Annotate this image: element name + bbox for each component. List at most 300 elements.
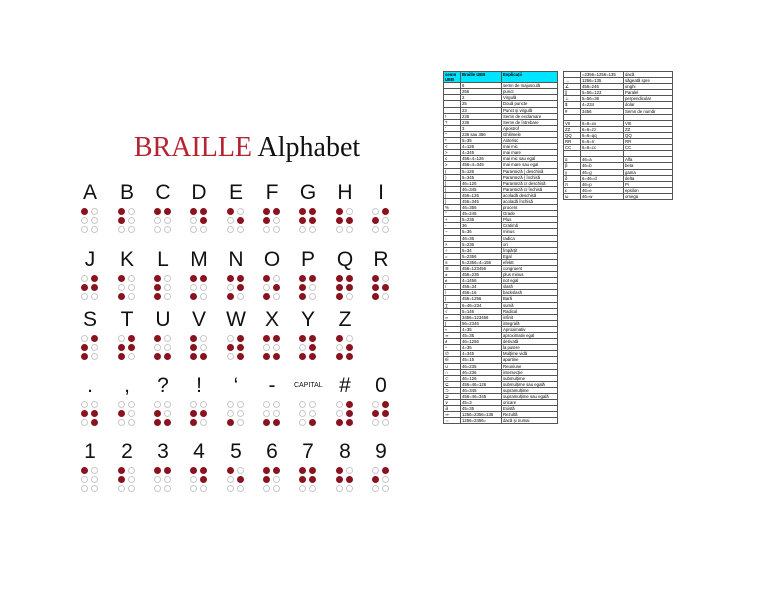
- table-cell: 6=46=234: [461, 302, 502, 308]
- braille-dot-1: [336, 208, 343, 215]
- braille-dot-4: [91, 401, 98, 408]
- braille-dot-5: [237, 410, 244, 417]
- braille-dot-5: [128, 410, 135, 417]
- braille-dot-6: [382, 419, 389, 426]
- braille-cell-label: P: [300, 248, 315, 271]
- table-cell: ∅: [444, 351, 461, 357]
- table-cell: submulțime: [502, 375, 558, 381]
- braille-dot-4: [382, 275, 389, 282]
- braille-dots: [189, 207, 209, 235]
- braille-cell: [222, 308, 250, 362]
- braille-cell-label: CAPITAL: [294, 382, 323, 389]
- table-cell: gama: [624, 169, 673, 175]
- braille-dot-1: [299, 335, 306, 342]
- braille-cell-label: J: [84, 248, 96, 271]
- braille-dot-4: [273, 335, 280, 342]
- table-cell: omega: [624, 193, 673, 199]
- table-cell: ω: [564, 193, 581, 199]
- braille-dots: [371, 466, 391, 494]
- braille-dot-6: [91, 226, 98, 233]
- braille-dot-2: [263, 217, 270, 224]
- braille-symbols-table: [443, 71, 558, 424]
- braille-cell-label: U: [155, 308, 171, 331]
- braille-dot-4: [91, 208, 98, 215]
- table-cell: 6: [461, 83, 502, 89]
- table-cell: ⊂: [444, 375, 461, 381]
- braille-dots: [80, 400, 100, 428]
- table-cell: 256: [461, 89, 502, 95]
- braille-dot-4: [382, 401, 389, 408]
- braille-dots: [298, 207, 318, 235]
- braille-cell-label: C: [155, 181, 171, 204]
- braille-dot-5: [91, 344, 98, 351]
- braille-dots: [226, 466, 246, 494]
- braille-dot-6: [346, 353, 353, 360]
- table-cell: 4=345: [461, 150, 502, 156]
- table-cell: 4=345: [461, 351, 502, 357]
- braille-cell-label: #: [339, 374, 351, 397]
- table-cell: 46=345: [461, 186, 502, 192]
- table-cell: plus minus: [502, 272, 558, 278]
- table-cell: acoladă închisă: [502, 198, 558, 204]
- table-cell: Grade: [502, 211, 558, 217]
- braille-alphabet-poster: [72, 74, 422, 529]
- braille-dot-2: [299, 476, 306, 483]
- table-cell: ?: [444, 119, 461, 125]
- table-cell: ÷: [444, 247, 461, 253]
- braille-cell-label: 7: [302, 440, 314, 463]
- table-header-cell: semn UEB: [444, 72, 461, 83]
- braille-dots: [117, 274, 137, 302]
- braille-cell: [76, 374, 104, 428]
- braille-dot-5: [309, 410, 316, 417]
- table-cell: 456=123456: [461, 266, 502, 272]
- table-cell: punct: [502, 89, 558, 95]
- table-cell: $: [564, 102, 581, 108]
- table-cell: QQ: [564, 132, 581, 138]
- table-cell: apartine: [502, 357, 558, 363]
- table-cell: ⇒: [444, 412, 461, 418]
- braille-dot-6: [128, 226, 135, 233]
- table-cell: 5=345: [461, 174, 502, 180]
- braille-dots: [117, 334, 137, 362]
- braille-dot-1: [263, 401, 270, 408]
- braille-dot-5: [128, 284, 135, 291]
- braille-dot-5: [346, 344, 353, 351]
- braille-dot-5: [382, 476, 389, 483]
- braille-dot-2: [299, 217, 306, 224]
- braille-dot-3: [81, 293, 88, 300]
- table-cell: {: [444, 192, 461, 198]
- braille-cell: [113, 374, 141, 428]
- table-cell: Împărțit: [502, 247, 558, 253]
- braille-dot-2: [372, 410, 379, 417]
- table-cell: +: [444, 217, 461, 223]
- braille-dot-1: [299, 208, 306, 215]
- braille-dot-3: [299, 353, 306, 360]
- braille-dot-5: [346, 284, 353, 291]
- table-cell: supramulțime sau egală: [502, 393, 558, 399]
- table-cell: /: [444, 284, 461, 290]
- braille-dot-4: [237, 401, 244, 408]
- table-cell: α: [564, 157, 581, 163]
- braille-dot-6: [91, 419, 98, 426]
- braille-cell: [76, 181, 104, 235]
- table-cell: 46=1256: [461, 339, 502, 345]
- braille-dots: [80, 207, 100, 235]
- braille-dot-3: [190, 353, 197, 360]
- braille-cell-label: .: [87, 374, 93, 397]
- table-cell: 456=126: [461, 192, 502, 198]
- table-cell: ]: [444, 186, 461, 192]
- braille-dot-3: [81, 485, 88, 492]
- braille-dot-3: [372, 226, 379, 233]
- table-cell: 3456: [581, 108, 624, 114]
- braille-dot-4: [273, 467, 280, 474]
- table-cell: ∑: [444, 302, 461, 308]
- braille-dot-3: [336, 226, 343, 233]
- braille-dot-4: [200, 208, 207, 215]
- table-cell: →: [564, 78, 581, 84]
- braille-dot-1: [190, 335, 197, 342]
- braille-dot-2: [154, 284, 161, 291]
- braille-dot-1: [118, 275, 125, 282]
- table-cell: 46=356: [461, 205, 502, 211]
- table-cell: Reuniune: [502, 363, 558, 369]
- table-cell: 4=126: [461, 144, 502, 150]
- braille-cell: [331, 308, 359, 362]
- braille-dot-3: [81, 419, 88, 426]
- table-cell: 5=235: [461, 217, 502, 223]
- braille-dot-1: [227, 208, 234, 215]
- braille-dot-3: [190, 485, 197, 492]
- table-cell: ori: [502, 241, 558, 247]
- braille-dot-5: [309, 284, 316, 291]
- braille-dots: [153, 466, 173, 494]
- braille-dot-6: [309, 419, 316, 426]
- table-cell: Punct și virgulă: [502, 107, 558, 113]
- braille-cell-label: F: [265, 181, 279, 204]
- table-cell: Mulțime vidă: [502, 351, 558, 357]
- braille-dot-2: [190, 344, 197, 351]
- braille-cell-label: 3: [157, 440, 169, 463]
- table-cell: 45=15: [461, 357, 502, 363]
- braille-dot-2: [190, 284, 197, 291]
- braille-dot-6: [128, 293, 135, 300]
- braille-dot-5: [164, 410, 171, 417]
- braille-dots: [371, 207, 391, 235]
- braille-cell: [149, 248, 177, 302]
- braille-dot-1: [190, 401, 197, 408]
- braille-cell: [331, 181, 359, 235]
- braille-dot-3: [154, 226, 161, 233]
- braille-dot-2: [227, 344, 234, 351]
- table-cell: 456=46=126: [461, 381, 502, 387]
- braille-dot-2: [227, 410, 234, 417]
- table-cell: VII: [564, 120, 581, 126]
- table-cell: slash: [502, 284, 558, 290]
- braille-dot-2: [190, 410, 197, 417]
- table-cell: ∪: [444, 363, 461, 369]
- braille-cell: [294, 181, 322, 235]
- braille-dot-2: [336, 217, 343, 224]
- braille-cell: [222, 181, 250, 235]
- braille-dot-1: [154, 401, 161, 408]
- braille-dot-3: [190, 419, 197, 426]
- braille-dot-2: [118, 476, 125, 483]
- table-cell: 36: [461, 223, 502, 229]
- braille-dot-4: [237, 467, 244, 474]
- table-cell: Cratimă: [502, 223, 558, 229]
- table-cell: -: [444, 223, 461, 229]
- braille-dots: [262, 466, 282, 494]
- table-cell: 3456=123456: [461, 314, 502, 320]
- table-cell: %: [444, 205, 461, 211]
- table-cell: acoladă deschisă: [502, 192, 558, 198]
- braille-cell: [149, 440, 177, 494]
- title-braille: BRAILLE: [133, 132, 253, 163]
- table-cell: Apostrof: [502, 125, 558, 131]
- braille-dot-5: [164, 284, 171, 291]
- braille-dots: [335, 207, 355, 235]
- table-cell: 6=6=xx: [581, 120, 624, 126]
- braille-cell-label: 6: [266, 440, 278, 463]
- braille-dot-6: [200, 353, 207, 360]
- table-cell: epsilon: [624, 187, 673, 193]
- braille-dot-6: [164, 485, 171, 492]
- braille-dot-4: [237, 208, 244, 215]
- braille-dot-3: [118, 419, 125, 426]
- table-cell: (: [444, 168, 461, 174]
- braille-dot-5: [273, 410, 280, 417]
- braille-cell: [113, 248, 141, 302]
- braille-cell: [113, 181, 141, 235]
- braille-cell: [367, 440, 395, 494]
- braille-dot-4: [164, 401, 171, 408]
- table-cell: 46=g: [581, 169, 624, 175]
- braille-dot-5: [273, 344, 280, 351]
- braille-dot-1: [154, 208, 161, 215]
- table-cell: 6=6=qq: [581, 132, 624, 138]
- braille-dot-1: [154, 467, 161, 474]
- braille-dot-5: [91, 284, 98, 291]
- braille-cell: [76, 308, 104, 362]
- braille-cell-label: 0: [375, 374, 387, 397]
- braille-dot-2: [263, 410, 270, 417]
- table-cell: 4=35: [461, 326, 502, 332]
- table-cell: RR: [564, 139, 581, 145]
- braille-dot-3: [336, 353, 343, 360]
- braille-dot-2: [299, 410, 306, 417]
- braille-dots: [80, 274, 100, 302]
- table-cell: 236 sau 356: [461, 131, 502, 137]
- table-cell: CC: [564, 145, 581, 151]
- table-cell: beta: [624, 163, 673, 169]
- table-cell: efektt: [502, 259, 558, 265]
- braille-dot-5: [237, 284, 244, 291]
- table-cell: 3: [461, 125, 502, 131]
- table-cell: 5=236: [461, 241, 502, 247]
- braille-dot-1: [336, 335, 343, 342]
- braille-dot-3: [263, 293, 270, 300]
- braille-dot-5: [200, 344, 207, 351]
- braille-dot-4: [382, 467, 389, 474]
- braille-dot-4: [200, 335, 207, 342]
- table-cell: 45=3: [461, 400, 502, 406]
- table-cell: ": [444, 131, 461, 137]
- table-cell: ∥: [564, 90, 581, 96]
- table-cell: Egal: [502, 253, 558, 259]
- braille-dots: [189, 466, 209, 494]
- braille-dot-4: [273, 401, 280, 408]
- table-cell: 2: [461, 95, 502, 101]
- braille-dot-5: [309, 217, 316, 224]
- table-cell: Pi: [624, 181, 673, 187]
- braille-cell-label: 9: [375, 440, 387, 463]
- braille-cell: [367, 181, 395, 235]
- braille-dot-6: [382, 226, 389, 233]
- braille-dot-2: [336, 410, 343, 417]
- table-cell: supramulțime: [502, 387, 558, 393]
- braille-dot-3: [190, 293, 197, 300]
- braille-dot-2: [154, 344, 161, 351]
- braille-extra-symbols-table: [563, 71, 673, 200]
- braille-dot-2: [263, 344, 270, 351]
- braille-dot-1: [118, 467, 125, 474]
- braille-dot-4: [309, 401, 316, 408]
- table-cell: mai mic sau egal: [502, 156, 558, 162]
- table-cell: 45=245: [461, 211, 502, 217]
- braille-cell: [294, 374, 322, 428]
- table-cell: Aproximativ: [502, 326, 558, 332]
- braille-cell-label: 2: [121, 440, 133, 463]
- braille-cell-label: ,: [124, 374, 130, 397]
- braille-dot-2: [154, 217, 161, 224]
- braille-dot-5: [273, 217, 280, 224]
- table-header-cell: Explicații: [502, 72, 558, 83]
- table-cell: not egal: [502, 278, 558, 284]
- table-cell: ≤: [444, 156, 461, 162]
- braille-dot-5: [346, 217, 353, 224]
- braille-cell-label: L: [157, 248, 169, 271]
- braille-dots: [80, 334, 100, 362]
- braille-dot-6: [309, 485, 316, 492]
- braille-dot-2: [154, 476, 161, 483]
- braille-dot-1: [299, 467, 306, 474]
- braille-cell-label: B: [119, 181, 134, 204]
- braille-dot-6: [273, 485, 280, 492]
- braille-cell-label: G: [299, 181, 317, 204]
- braille-dot-3: [299, 226, 306, 233]
- braille-cell-label: A: [82, 181, 97, 204]
- table-cell: ∠: [564, 84, 581, 90]
- braille-dot-4: [346, 208, 353, 215]
- braille-dots: [298, 400, 318, 428]
- braille-dot-5: [200, 476, 207, 483]
- braille-dot-6: [382, 293, 389, 300]
- braille-dot-2: [118, 217, 125, 224]
- table-cell: Bară: [502, 296, 558, 302]
- table-cell: 45=35: [461, 333, 502, 339]
- braille-dot-2: [336, 284, 343, 291]
- braille-cell: [222, 440, 250, 494]
- braille-dot-1: [336, 401, 343, 408]
- braille-dot-5: [200, 284, 207, 291]
- braille-dot-3: [372, 485, 379, 492]
- braille-dot-5: [200, 217, 207, 224]
- braille-dot-1: [263, 467, 270, 474]
- braille-cell: [258, 181, 286, 235]
- poster-title: [72, 132, 422, 164]
- table-cell: VIII: [624, 120, 673, 126]
- braille-cell: [367, 248, 395, 302]
- braille-dot-3: [372, 293, 379, 300]
- braille-cell-label: Q: [336, 248, 354, 271]
- braille-cell: [185, 374, 213, 428]
- table-cell: 5=36: [461, 229, 502, 235]
- table-cell: 4=234: [581, 102, 624, 108]
- table-cell: dacă: [624, 72, 673, 78]
- braille-dot-5: [382, 217, 389, 224]
- braille-dot-6: [200, 226, 207, 233]
- braille-cell: [185, 308, 213, 362]
- braille-cell: [258, 308, 286, 362]
- braille-dots: [153, 207, 173, 235]
- braille-dot-5: [128, 344, 135, 351]
- table-cell: >: [444, 150, 461, 156]
- braille-dot-1: [372, 401, 379, 408]
- braille-dot-5: [309, 476, 316, 483]
- braille-dot-6: [273, 293, 280, 300]
- table-cell: delta: [624, 175, 673, 181]
- table-cell: Paranteză ( deschisă: [502, 168, 558, 174]
- table-cell: ⊥: [564, 96, 581, 102]
- braille-dot-3: [154, 419, 161, 426]
- braille-dot-6: [346, 485, 353, 492]
- table-cell: 46=b: [581, 163, 624, 169]
- braille-dot-1: [227, 401, 234, 408]
- braille-dot-1: [81, 335, 88, 342]
- braille-dot-4: [237, 335, 244, 342]
- table-cell: 456=46=345: [461, 393, 502, 399]
- braille-dot-5: [346, 410, 353, 417]
- table-cell: procent: [502, 205, 558, 211]
- braille-cell: [331, 374, 359, 428]
- braille-cell-label: X: [264, 308, 279, 331]
- braille-dots: [117, 207, 137, 235]
- braille-dot-1: [372, 275, 379, 282]
- table-cell: ·: [444, 235, 461, 241]
- table-cell: <: [444, 144, 461, 150]
- braille-dot-4: [382, 208, 389, 215]
- braille-dot-6: [237, 226, 244, 233]
- braille-cell: [331, 440, 359, 494]
- braille-dots: [226, 334, 246, 362]
- braille-dot-6: [237, 485, 244, 492]
- braille-dots: [153, 274, 173, 302]
- braille-dot-6: [164, 293, 171, 300]
- table-cell: ): [444, 174, 461, 180]
- table-cell: Paranteză ) închisă: [502, 174, 558, 180]
- table-cell: ZZ: [564, 126, 581, 132]
- table-cell: 46=345: [461, 387, 502, 393]
- braille-dot-1: [190, 208, 197, 215]
- table-cell: oricare: [502, 400, 558, 406]
- braille-dot-4: [128, 208, 135, 215]
- braille-dot-4: [346, 467, 353, 474]
- braille-dot-1: [154, 275, 161, 282]
- braille-dots: [80, 466, 100, 494]
